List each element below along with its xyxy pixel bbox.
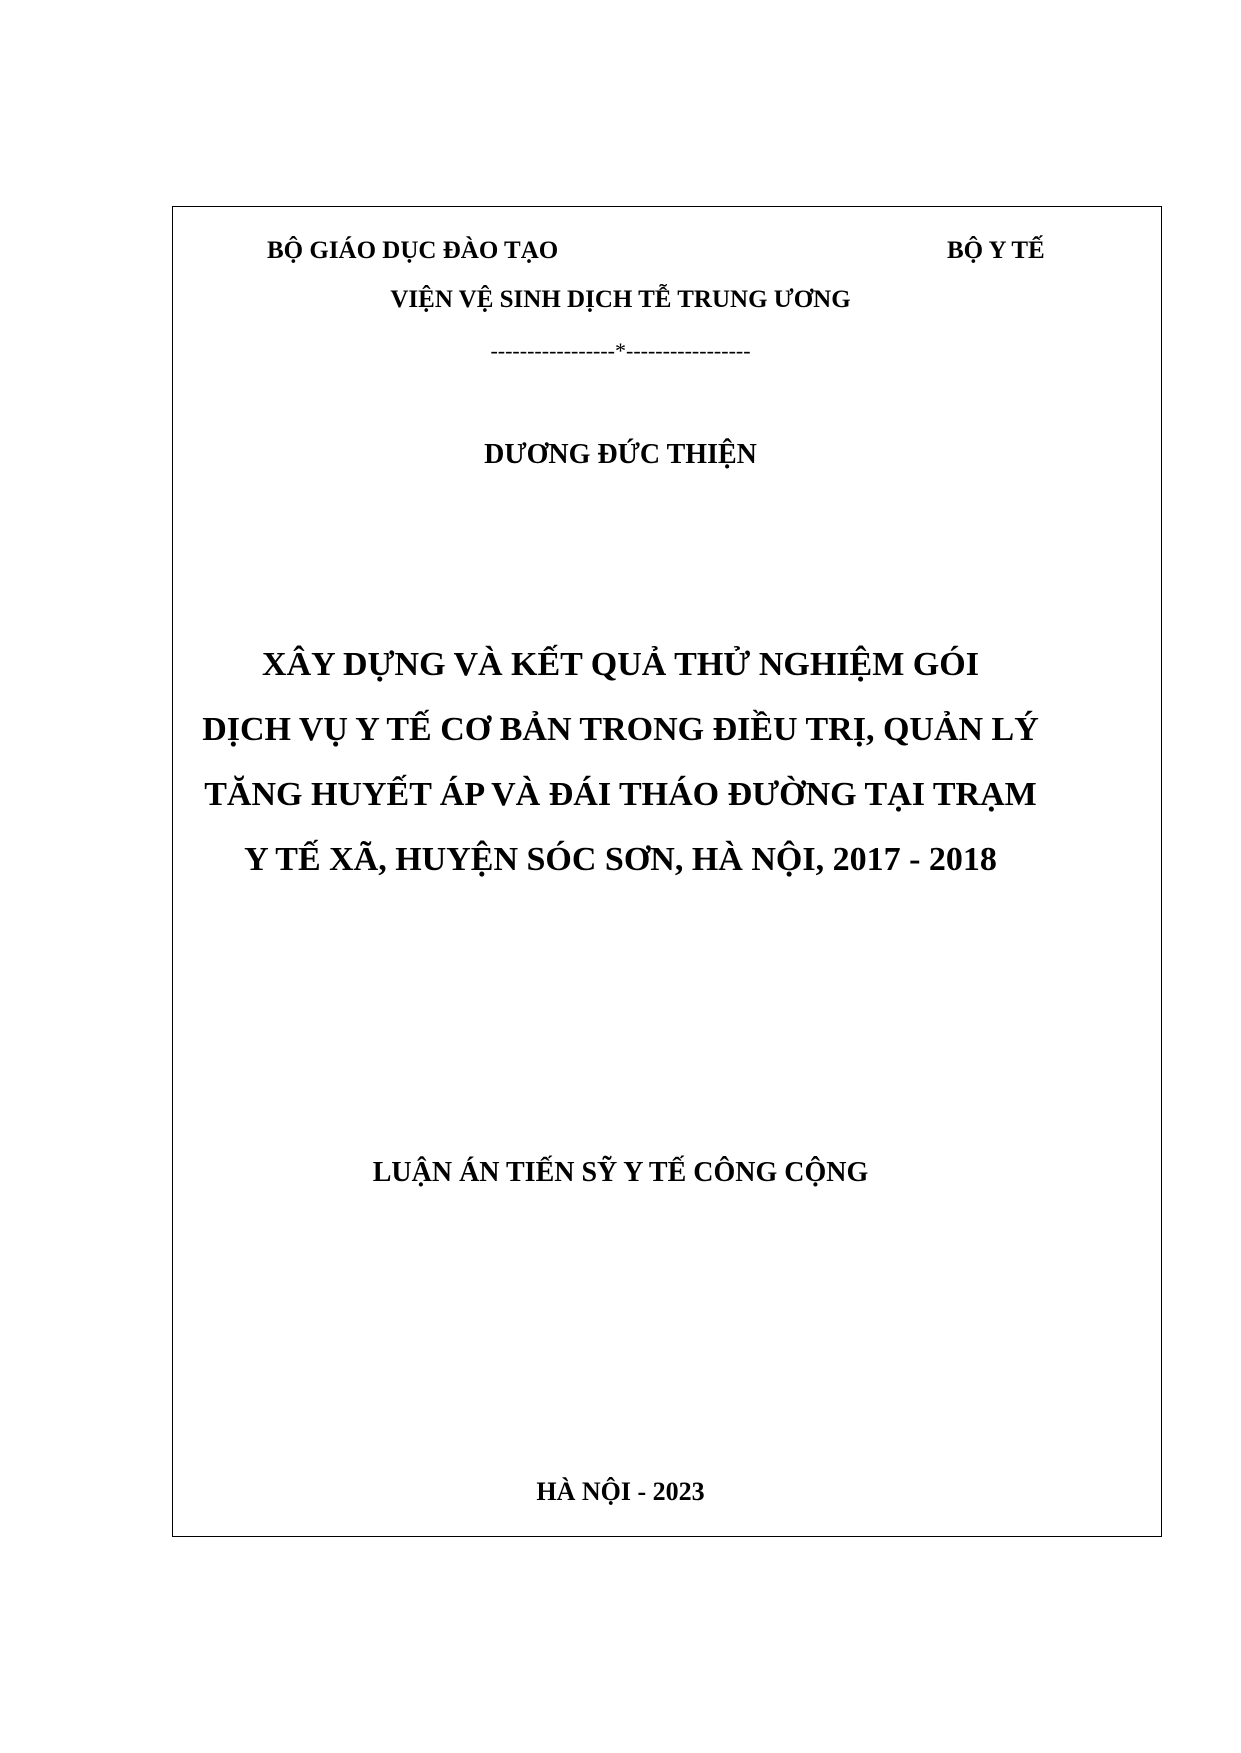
author-name: DƯƠNG ĐỨC THIỆN (484, 439, 757, 470)
degree-label: LUẬN ÁN TIẾN SỸ Y TẾ CÔNG CỘNG (372, 1157, 869, 1188)
institute-name: VIỆN VỆ SINH DỊCH TỄ TRUNG ƯƠNG (390, 286, 851, 313)
thesis-title-line-3: TĂNG HUYẾT ÁP VÀ ĐÁI THÁO ĐƯỜNG TẠI TRẠM (204, 776, 1037, 813)
thesis-title-line-4: Y TẾ XÃ, HUYỆN SÓC SƠN, HÀ NỘI, 2017 - 2018 (244, 841, 997, 878)
thesis-title-line-1: XÂY DỰNG VÀ KẾT QUẢ THỬ NGHIỆM GÓI (262, 646, 979, 683)
thesis-title-line-2: DỊCH VỤ Y TẾ CƠ BẢN TRONG ĐIỀU TRỊ, QUẢN LÝ (202, 711, 1039, 748)
ministry-of-health-label: BỘ Y TẾ (947, 237, 1045, 264)
place-and-year: HÀ NỘI - 2023 (536, 1477, 705, 1506)
ministry-of-education-label: BỘ GIÁO DỤC ĐÀO TẠO (267, 237, 559, 264)
header-separator: -----------------*----------------- (490, 338, 751, 363)
